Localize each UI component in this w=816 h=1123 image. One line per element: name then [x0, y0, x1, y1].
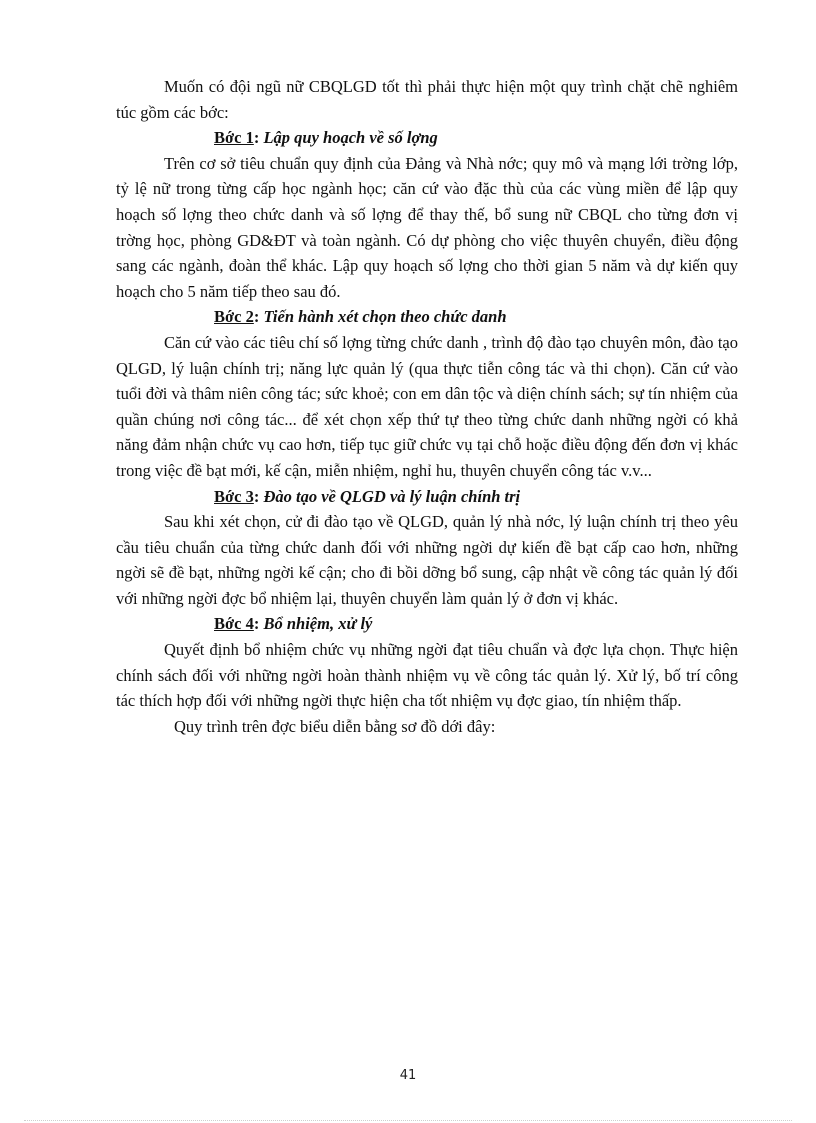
- closing-paragraph: Quy trình trên đợc biểu diễn bằng sơ đồ dới đây:: [174, 716, 496, 736]
- step-1-heading: Bớc 1: Lập quy hoạch về số lợng: [214, 128, 438, 148]
- step-4-title: Bổ nhiệm, xử lý: [263, 614, 373, 634]
- page-number: 41: [399, 1068, 417, 1083]
- step-3-label: Bớc 3: [214, 486, 254, 506]
- step-4-paragraph: Quyết định bổ nhiệm chức vụ những ngời đạt tiêu chuẩn và đợc lựa chọn. Thực hiện chính sách đối với những ngời hoàn thành nhiệm vụ về công tác quản lý. Xử lý, bố trí công tác thích hợp đối với những ngời thực hiện cha tốt nhiệm vụ đợc giao, tín nhiệm thấp.: [116, 640, 738, 711]
- intro-paragraph: Muốn có đội ngũ nữ CBQLGD tốt thì phải thực hiện một quy trình chặt chẽ nghiêm túc gồm các bớc:: [116, 77, 738, 122]
- document-body: [116, 74, 738, 739]
- step-2-heading: Bớc 2: Tiến hành xét chọn theo chức danh: [214, 307, 507, 327]
- step-2-label: Bớc 2: [214, 307, 254, 327]
- step-4-heading: Bớc 4: Bổ nhiệm, xử lý: [214, 614, 373, 634]
- step-4-label: Bớc 4: [214, 614, 254, 634]
- footer-divider: [24, 1120, 792, 1121]
- step-1-label: Bớc 1: [214, 128, 254, 148]
- step-2-paragraph: Căn cứ vào các tiêu chí số lợng từng chức danh , trình độ đào tạo chuyên môn, đào tạo QLGD, lý luận chính trị; năng lực quản lý (qua thực tiễn công tác và thi chọn). Căn cứ vào tuổi đời và thâm niên công tác; sức khoẻ; con em dân tộc và diện chính sách; sự tín nhiệm của quần chúng nơi công tác... để xét chọn xếp thứ tự theo từng chức danh những ngời có khả năng đảm nhận chức vụ cao hơn, tiếp tục giữ chức vụ tại chỗ hoặc điều động đến đơn vị khác trong việc đề bạt mới, kế cận, miễn nhiệm, nghỉ hu, thuyên chuyển công tác v.v...: [116, 332, 738, 480]
- step-3-title: Đào tạo về QLGD và lý luận chính trị: [263, 486, 521, 506]
- step-3-paragraph: Sau khi xét chọn, cử đi đào tạo về QLGD, quản lý nhà nớc, lý luận chính trị theo yêu cầu tiêu chuẩn của từng chức danh đối với những ngời dự kiến đề bạt cấp cao hơn, những ngời sẽ đề bạt, những ngời kế cận; cho đi bồi dỡng bổ sung, cập nhật về công tác quản lý đối với những ngời đợc bổ nhiệm lại, thuyên chuyển làm quản lý ở đơn vị khác.: [116, 512, 738, 608]
- step-1-title: Lập quy hoạch về số lợng: [263, 128, 438, 148]
- step-1-paragraph: Trên cơ sở tiêu chuẩn quy định của Đảng và Nhà nớc; quy mô và mạng lới trờng lớp, tỷ lệ nữ trong từng cấp học ngành học; căn cứ vào đặc thù của các vùng miền để lập quy hoạch số lợng theo chức danh và số lợng để thay thế, bổ sung nữ CBQL cho từng đơn vị trờng học, phòng GD&ĐT và toàn ngành. Có dự phòng cho việc thuyên chuyển, điều động sang các ngành, đoàn thể khác. Lập quy hoạch số lợng cho thời gian 5 năm và dự kiến quy hoạch cho 5 năm tiếp theo sau đó.: [116, 153, 738, 301]
- step-2-title: Tiến hành xét chọn theo chức danh: [263, 307, 507, 327]
- step-3-heading: Bớc 3: Đào tạo về QLGD và lý luận chính trị: [214, 486, 521, 506]
